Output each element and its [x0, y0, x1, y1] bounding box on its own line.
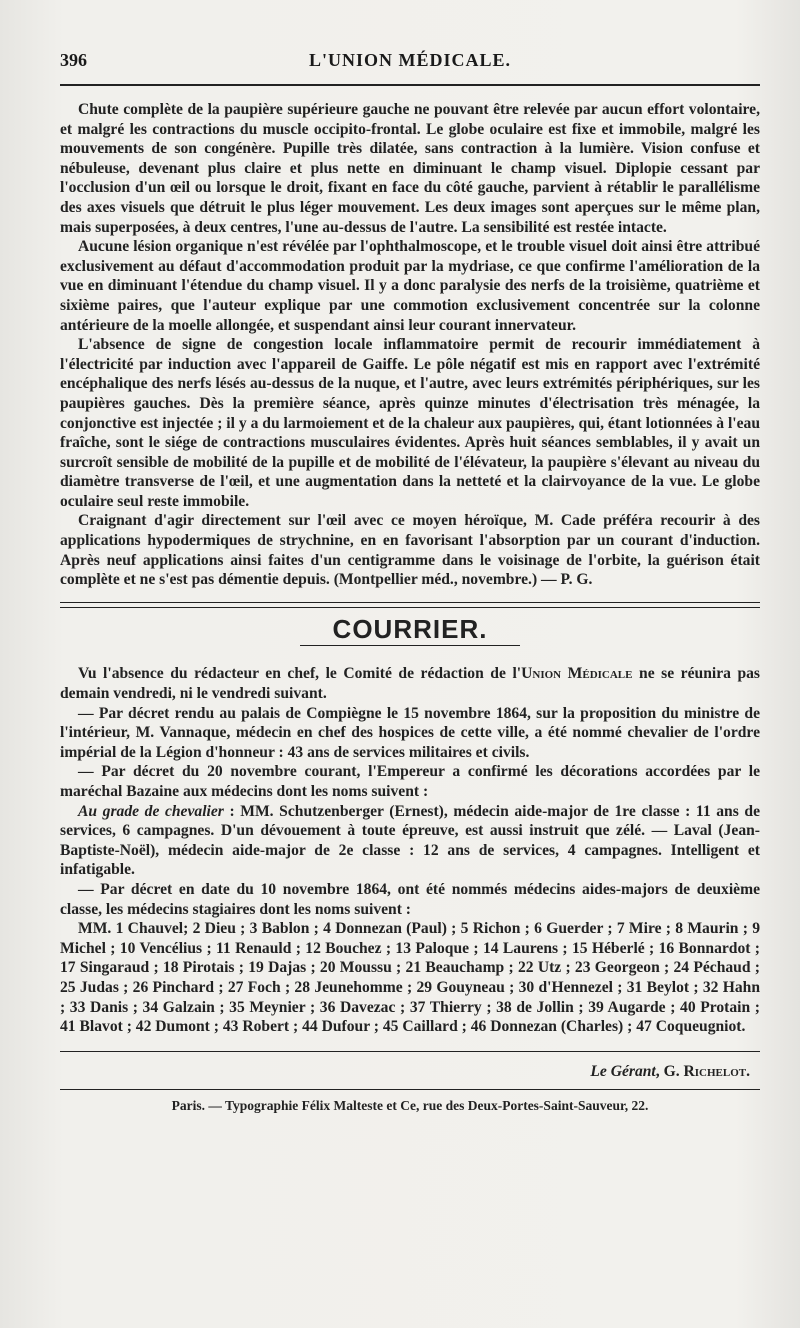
footer-rule [60, 1089, 760, 1090]
journal-title: L'UNION MÉDICALE. [308, 50, 512, 70]
footer-rule [60, 1051, 760, 1052]
courrier-paragraph: — Par décret rendu au palais de Compiègne le 15 novembre 1864, sur la proposition du ministre de l'intérieur, M. Vannaque, médecin en chef des hospices de cette ville, a été nommé chevalier de l'ordre impérial de la Légion d'honneur : 43 ans de services militaires et civils. [60, 704, 760, 761]
grade-label: Au grade de chevalier [78, 802, 224, 820]
article-paragraph: Chute complète de la paupière supérieure gauche ne pouvant être relevée par aucun effort volontaire, et malgré les contractions du muscle occipito-frontal. Le globe oculaire est fixe et immobile, malgré les mouvements de son congénère. Pupille très dilatée, sans contraction à la lumière. Vision confuse et nébuleuse, devenant plus claire et plus nette en diminuant le champ visuel. Diplopie cessant par l'occlusion d'un œil ou lorsque le droit, fixant en face du côté gauche, parvient à rétablir le parallélisme des axes visuels que détruit le plus léger mouvement. Les deux images sont aperçues sur le même plan, mais superposées, à deux centres, l'une au-dessus de l'autre. La sensibilité est restée intacte. [60, 101, 760, 236]
running-head [60, 50, 760, 80]
courrier-heading: COURRIER. [332, 613, 488, 644]
article-paragraph: Craignant d'agir directement sur l'œil avec ce moyen héroïque, M. Cade préféra recourir à des applications hypodermiques de strychnine, en en favorisant l'absorption par un courant d'induction. Après neuf applications ainsi faites d'un centigramme dans le voisinage de l'orbite, la guérison était complète et ne s'est pas démentie depuis. (Montpellier méd., novembre.) — P. G. [60, 512, 760, 589]
courrier-paragraph [60, 802, 760, 880]
courrier-paragraph [60, 664, 760, 703]
promotion-list: MM. 1 Chauvel; 2 Dieu ; 3 Bablon ; 4 Donnezan (Paul) ; 5 Richon ; 6 Guerder ; 7 Mire ; 8 Maurin ; 9 Michel ; 10 Vencélius ; 11 Renauld ; 12 Bouchez ; 13 Paloque ; 14 Laurens ; 15 Héberlé ; 16 Bonnardot ; 17 Singaraud ; 18 Pirotais ; 19 Dajas ; 20 Moussu ; 21 Beauchamp ; 22 Utz ; 23 Georgeon ; 24 Péchaud ; 25 Judas ; 26 Pinchard ; 27 Foch ; 28 Jeunehomme ; 29 Gouyneau ; 30 d'Hennezel ; 31 Beylot ; 32 Hahn ; 33 Danis ; 34 Galzain ; 35 Meynier ; 36 Davezac ; 37 Thierry ; 38 de Jollin ; 39 Augarde ; 40 Protain ; 41 Blavot ; 42 Dumont ; 43 Robert ; 44 Dufour ; 45 Caillard ; 46 Donnezan (Charles) ; 47 Coqueugniot. [60, 920, 760, 1036]
article-paragraph: Aucune lésion organique n'est révélée par l'ophthalmoscope, et le trouble visuel doit ainsi être attribué exclusivement au défaut d'accommodation produit par la mydriase, ce que confirme l'amélioration de la vue en diminuant l'étendue du champ visuel. Il y a donc paralysie des nerfs de la troisième, quatrième et sixième paires, que l'auteur explique par une commotion exclusivement concentrée sur la colonne antérieure de la moelle allongée, et suspendant ainsi leur courant innervateur. [60, 238, 760, 334]
printer-imprint: Paris. — Typographie Félix Malteste et Ce, rue des Deux-Portes-Saint-Sauveur, 22. [171, 1098, 649, 1114]
page-number: 396 [60, 50, 87, 70]
heading-rule [300, 645, 520, 646]
gerant-label: Le Gérant [590, 1062, 656, 1080]
article-paragraph: L'absence de signe de congestion locale inflammatoire permit de recourir immédiatement à l'électricité par induction avec l'appareil de Gaiffe. Le pôle négatif est mis en rapport avec l'extrémité encéphalique des nerfs lésés au-dessus de la nuque, et l'autre, avec leurs extrémités périphériques, sur les paupières gauches. Dès la première séance, après quinze minutes d'électrisation très ménagée, la conjonctive est injectée ; il y a du larmoiement et de la chaleur aux paupières, qui, étant lotionnées à l'eau fraîche, sont le siége de contractions musculaires évidentes. Après huit séances semblables, il y avait un surcroît sensible de mobilité de la pupille et de mobilité de l'élévateur, la paupière s'élevant au niveau du diamètre transverse de l'œil, et une augmentation dans la netteté et la clairvoyance de la vue. Le globe oculaire seul reste immobile. [60, 336, 760, 510]
courrier-text: Vu l'absence du rédacteur en chef, le Comité de rédaction de l' [78, 665, 522, 683]
gerant-name: , G. Richelot. [655, 1062, 750, 1080]
courrier-text: : MM. Schutzenberger (Ernest), médecin aide-major de 1re classe : 11 ans de services, 6 campagnes. D'un dévouement à toute épreuve, est aussi instruit que zélé. — Laval (Jean-Baptiste-Noël), médecin aide-major de 2e classe : 12 ans de services, 4 campagnes. Intelligent et infatigable. [60, 802, 760, 879]
signature [60, 1062, 760, 1082]
section-separator [60, 602, 760, 608]
page-body [60, 100, 760, 1116]
header-rule [60, 84, 760, 86]
courrier-paragraph: — Par décret en date du 10 novembre 1864, ont été nommés médecins aides-majors de deuxième classe, les médecins stagiaires dont les noms suivent : [60, 880, 760, 918]
courrier-paragraph: — Par décret du 20 novembre courant, l'Empereur a confirmé les décorations accordées par le maréchal Bazaine aux médecins dont les noms suivent : [60, 763, 760, 800]
courrier-text: ne se réunira pas demain vendredi, ni le vendredi suivant. [60, 665, 760, 703]
journal-name: Union Médicale [521, 665, 633, 683]
